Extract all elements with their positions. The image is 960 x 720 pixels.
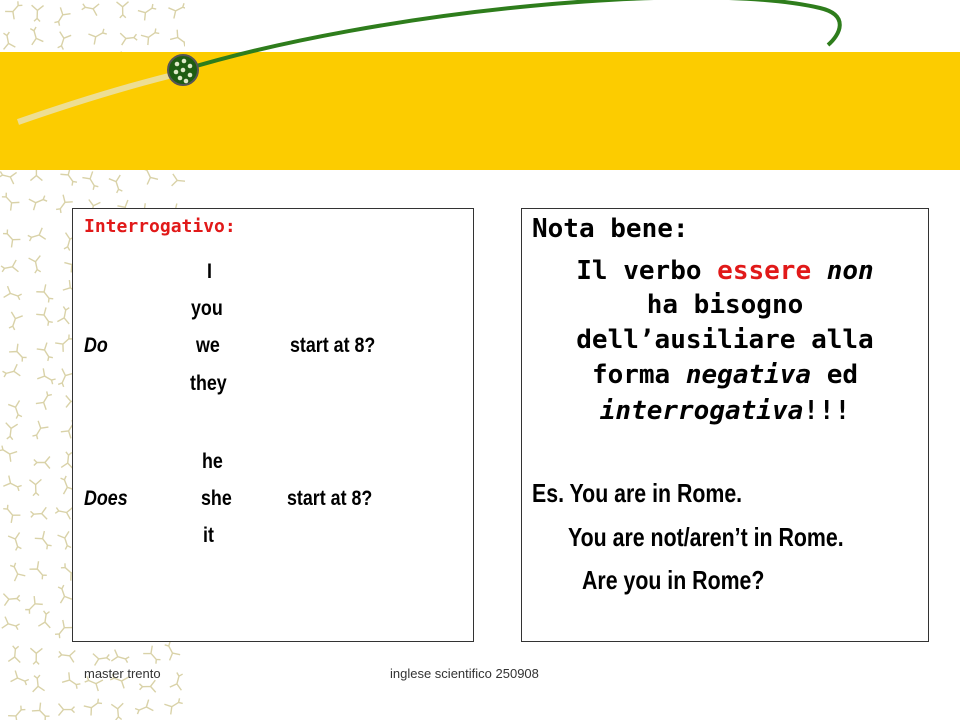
pattern-glyph — [11, 671, 30, 688]
pattern-glyph — [55, 369, 72, 388]
note-line-4 — [521, 360, 929, 390]
pattern-glyph — [55, 584, 72, 603]
pattern-glyph — [54, 195, 73, 215]
pattern-glyph — [37, 368, 57, 386]
pattern-glyph — [139, 680, 155, 693]
note-line4-a: forma — [591, 360, 686, 390]
pattern-glyph — [34, 457, 50, 469]
pronoun-i: I — [207, 260, 212, 283]
pattern-glyph — [162, 641, 180, 661]
pattern-glyph — [30, 421, 49, 441]
pattern-glyph — [23, 596, 43, 616]
pronoun-they: they — [190, 372, 227, 395]
pattern-glyph — [9, 344, 29, 364]
pattern-glyph — [32, 703, 52, 720]
pattern-glyph — [0, 443, 17, 462]
note-line1-space — [811, 256, 827, 286]
pattern-glyph — [36, 390, 55, 410]
note-line-1 — [0, 256, 960, 286]
non-word: non — [826, 256, 874, 286]
pattern-glyph — [170, 672, 185, 691]
aux-does: Does — [84, 487, 128, 510]
pattern-glyph — [35, 531, 54, 551]
pattern-glyph — [1, 228, 21, 248]
pattern-glyph — [55, 505, 73, 520]
pattern-glyph — [31, 675, 45, 692]
pattern-glyph — [0, 191, 19, 211]
pattern-glyph — [8, 401, 25, 420]
pronoun-we: we — [196, 334, 220, 357]
pattern-glyph — [8, 646, 21, 663]
negativa-word: negativa — [685, 360, 812, 390]
interrogative-heading: Interrogativo: — [84, 216, 236, 237]
pattern-glyph — [134, 700, 153, 717]
pattern-glyph — [36, 307, 55, 327]
pattern-glyph — [53, 620, 72, 640]
phrase-does: start at 8? — [287, 487, 373, 510]
pattern-glyph — [2, 617, 21, 633]
pattern-glyph — [58, 649, 75, 663]
pattern-glyph — [8, 532, 24, 551]
pattern-glyph — [29, 193, 48, 210]
pattern-glyph — [8, 704, 28, 720]
pattern-glyph — [29, 561, 49, 581]
phrase-do: start at 8? — [290, 334, 376, 357]
pattern-glyph — [6, 312, 23, 331]
interrogativa-word: interrogativa — [599, 396, 804, 426]
pronoun-you: you — [191, 297, 223, 320]
pattern-glyph — [3, 592, 20, 605]
pattern-glyph — [30, 648, 42, 664]
aux-do: Do — [84, 334, 108, 357]
header-arc — [0, 0, 960, 180]
essere-word: essere — [717, 256, 812, 286]
pattern-glyph — [4, 286, 23, 303]
example-1: Es. You are in Rome. — [532, 478, 743, 508]
note-heading: Nota bene: — [532, 214, 689, 244]
pattern-glyph — [29, 479, 42, 495]
ornament-icon — [168, 55, 198, 85]
note-line4-b: ed — [811, 360, 859, 390]
pattern-glyph — [84, 696, 104, 715]
pattern-glyph — [164, 696, 184, 715]
pattern-glyph — [2, 364, 21, 380]
pattern-glyph — [3, 476, 23, 494]
pattern-glyph — [59, 704, 75, 716]
pronoun-she: she — [201, 487, 232, 510]
pattern-glyph — [1, 503, 20, 523]
pronoun-he: he — [202, 450, 223, 473]
note-line5-b: !!! — [803, 396, 851, 426]
pattern-glyph — [111, 650, 130, 666]
pattern-glyph — [57, 306, 72, 324]
pronoun-it: it — [203, 524, 214, 547]
pattern-glyph — [36, 284, 55, 304]
pattern-glyph — [30, 507, 47, 520]
note-line-3: dell’ausiliare alla — [576, 325, 874, 355]
pattern-glyph — [111, 703, 124, 720]
pattern-glyph — [7, 561, 25, 581]
footer-left: master trento — [84, 666, 161, 681]
example-3: Are you in Rome? — [582, 565, 765, 595]
note-line-2: ha bisogno — [646, 290, 804, 320]
pattern-glyph — [93, 651, 111, 665]
pattern-glyph — [143, 646, 163, 666]
example-2: You are not/aren’t in Rome. — [568, 522, 844, 552]
pattern-glyph — [37, 343, 56, 363]
pattern-glyph — [62, 672, 82, 691]
note-line1-text: Il verbo — [576, 256, 718, 286]
pattern-glyph — [4, 423, 18, 440]
note-line-5 — [521, 396, 929, 426]
pattern-glyph — [38, 610, 52, 628]
footer-center: inglese scientifico 250908 — [390, 666, 539, 681]
pattern-glyph — [27, 228, 46, 244]
